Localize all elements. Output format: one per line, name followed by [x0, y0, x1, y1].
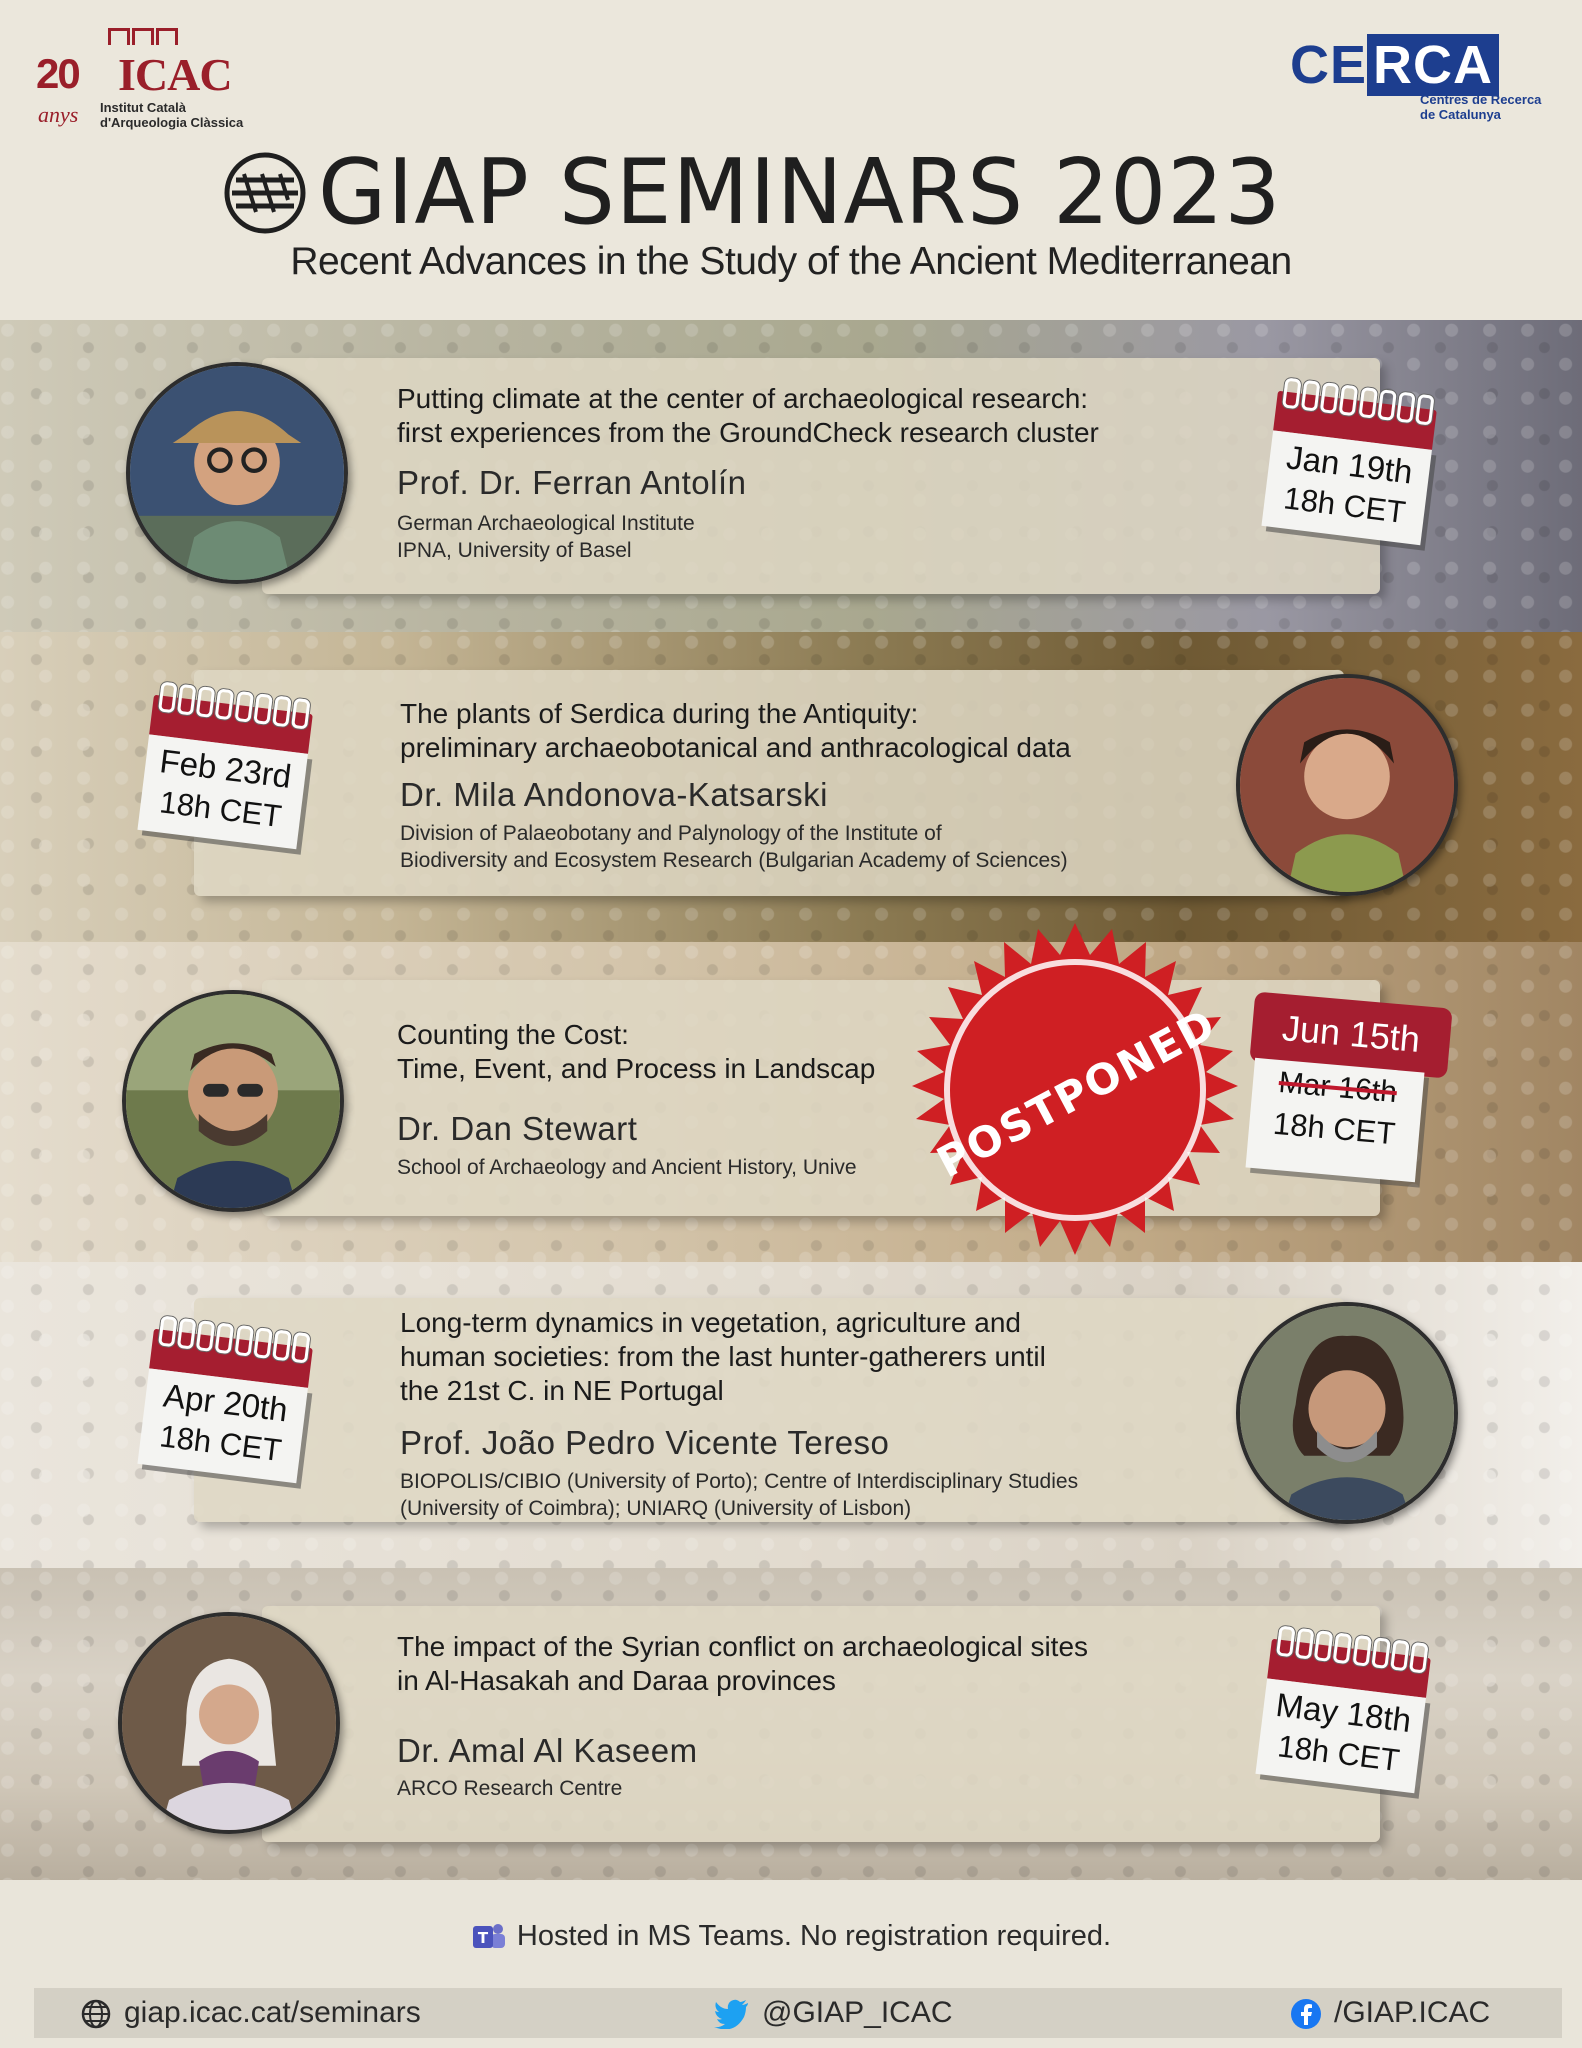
cerca-name-a: CE [1290, 35, 1368, 95]
twitter-icon [714, 1999, 750, 2029]
talk-title-5: The impact of the Syrian conflict on archaeological sites in Al-Hasakah and Daraa provinces [397, 1631, 1089, 1696]
facebook-link[interactable] [1290, 1996, 1490, 2030]
icac-name: ICAC [118, 49, 232, 100]
seminar-time-2: 18h CET [157, 784, 284, 834]
poster-title: GIAP SEMINARS 2023 [318, 140, 1282, 245]
calendar-icon-2 [137, 681, 314, 849]
twitter-link[interactable] [714, 1996, 953, 2030]
website-link[interactable] [80, 1996, 421, 2030]
poster-header [0, 0, 1582, 320]
globe-icon [80, 1998, 112, 2030]
cerca-subtitle: Centres de Recerca de Catalunya [1420, 92, 1542, 122]
calendar-icon-4 [137, 1315, 314, 1483]
calendar-icon-5 [1255, 1625, 1432, 1793]
postponed-label: POSTPONED [928, 999, 1225, 1188]
giap-title-block [222, 140, 1362, 245]
talk-title-1: Putting climate at the center of archaeological research: first experiences from the GroundCheck research cluster [397, 383, 1099, 448]
speaker-photo-tereso [1236, 1302, 1458, 1524]
speaker-affiliation-1: German Archaeological Institute IPNA, University of Basel [397, 512, 695, 562]
seminar-date-1: Jan 19th [1284, 438, 1415, 491]
icac-institute-name: Institut Català d'Arqueologia Clàssica [100, 100, 244, 130]
calendar-icon-1 [1261, 377, 1438, 545]
speaker-name-3: Dr. Dan Stewart [397, 1110, 638, 1147]
seminar-time-3: 18h CET [1271, 1105, 1397, 1152]
speaker-affiliation-2: Division of Palaeobotany and Palynology of the Institute of Biodiversity and Ecosystem Research (Bulgarian Academy of Sciences) [400, 822, 1068, 872]
speaker-photo-andonova [1236, 674, 1458, 896]
seminar-date-4: Apr 20th [161, 1376, 290, 1429]
giap-emblem-icon [222, 150, 308, 236]
icac-columns-icon [108, 28, 180, 50]
old-date: Mar 16th [1277, 1066, 1399, 1110]
twitter-text: @GIAP_ICAC [762, 1996, 953, 2029]
seminar-date-2: Feb 23rd [157, 742, 294, 795]
seminar-time-1: 18h CET [1281, 480, 1408, 530]
hosted-text: Hosted in MS Teams. No registration required. [516, 1920, 1112, 1952]
icac-logo [36, 28, 276, 138]
postponed-stamp [900, 915, 1250, 1265]
seminar-time-4: 18h CET [157, 1418, 284, 1468]
cerca-logo [1290, 34, 1560, 124]
speaker-affiliation-3: School of Archaeology and Ancient History, Unive [397, 1156, 857, 1179]
speaker-name-2: Dr. Mila Andonova-Katsarski [400, 776, 829, 813]
seminar-date-5: May 18th [1273, 1685, 1414, 1740]
speaker-photo-kaseem [118, 1612, 340, 1834]
cerca-name-b: RCA [1367, 34, 1499, 96]
new-date-tag: Jun 15th [1249, 992, 1452, 1079]
speaker-affiliation-4: BIOPOLIS/CIBIO (University of Porto); Centre of Interdisciplinary Studies (University of Coimbra); UNIARQ (University of Lisbon) [400, 1470, 1079, 1520]
talk-title-4: Long-term dynamics in vegetation, agriculture and human societies: from the last hunter-gatherers until the 21st C. in NE Portugal [400, 1307, 1046, 1406]
speaker-photo-antolin [126, 362, 348, 584]
talk-title-3: Counting the Cost: Time, Event, and Process in Landscap [397, 1019, 876, 1084]
teams-icon [471, 1922, 507, 1952]
seminar-time-5: 18h CET [1275, 1728, 1402, 1778]
speaker-affiliation-5: ARCO Research Centre [397, 1777, 623, 1800]
speaker-photo-stewart [122, 990, 344, 1212]
hosting-info [0, 1920, 1582, 1953]
footer-links-bar [34, 1988, 1562, 2038]
svg-text:T: T [477, 1929, 488, 1948]
speaker-name-5: Dr. Amal Al Kaseem [397, 1732, 698, 1769]
icac-anys: anys [38, 102, 79, 127]
postponed-calendar [1246, 1058, 1425, 1182]
facebook-text: /GIAP.ICAC [1334, 1996, 1491, 2029]
facebook-icon [1290, 1998, 1322, 2030]
icac-anniversary-number: 20 [36, 50, 79, 97]
speaker-name-1: Prof. Dr. Ferran Antolín [397, 464, 747, 501]
poster-subtitle: Recent Advances in the Study of the Ancient Mediterranean [290, 240, 1292, 283]
website-text: giap.icac.cat/seminars [124, 1996, 421, 2029]
speaker-name-4: Prof. João Pedro Vicente Tereso [400, 1424, 890, 1461]
talk-title-2: The plants of Serdica during the Antiquity: preliminary archaeobotanical and anthracological data [400, 698, 1071, 763]
